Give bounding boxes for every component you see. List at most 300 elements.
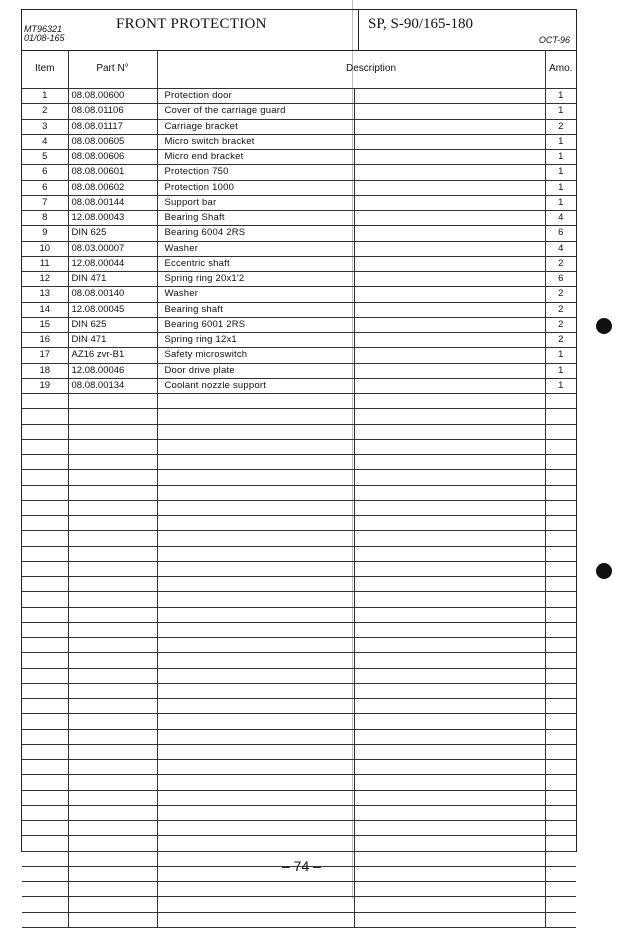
empty-row bbox=[22, 622, 576, 637]
blank-cell bbox=[354, 211, 545, 226]
table-row bbox=[22, 104, 576, 119]
blank-cell bbox=[354, 378, 545, 393]
description-cell: Spring ring 12x1 bbox=[157, 333, 354, 348]
table-row bbox=[22, 256, 576, 271]
part-number-cell bbox=[68, 455, 157, 470]
part-number-cell bbox=[68, 622, 157, 637]
part-number-cell: 08.08.00140 bbox=[68, 287, 157, 302]
part-number-cell bbox=[68, 546, 157, 561]
amount-cell bbox=[545, 683, 576, 698]
blank-cell bbox=[354, 256, 545, 271]
description-cell: Micro end bracket bbox=[157, 150, 354, 165]
part-number-cell: 12.08.00044 bbox=[68, 256, 157, 271]
description-cell bbox=[157, 394, 354, 409]
description-cell bbox=[157, 439, 354, 454]
description-cell bbox=[157, 622, 354, 637]
empty-row bbox=[22, 653, 576, 668]
machine-model: SP, S-90/165-180 bbox=[368, 16, 474, 32]
blank-cell bbox=[354, 699, 545, 714]
amount-cell: 2 bbox=[545, 317, 576, 332]
description-cell bbox=[157, 607, 354, 622]
amount-cell: 4 bbox=[545, 241, 576, 256]
empty-row bbox=[22, 577, 576, 592]
blank-cell bbox=[354, 348, 545, 363]
part-number-cell bbox=[68, 516, 157, 531]
description-cell: Bearing Shaft bbox=[157, 211, 354, 226]
blank-cell bbox=[354, 409, 545, 424]
blank-cell bbox=[354, 455, 545, 470]
blank-cell bbox=[354, 912, 545, 927]
description-cell bbox=[157, 882, 354, 897]
item-cell bbox=[22, 714, 68, 729]
amount-cell bbox=[545, 424, 576, 439]
item-cell bbox=[22, 683, 68, 698]
part-number-cell bbox=[68, 729, 157, 744]
item-cell: 8 bbox=[22, 211, 68, 226]
item-cell bbox=[22, 805, 68, 820]
amount-cell bbox=[545, 592, 576, 607]
amount-cell: 1 bbox=[545, 89, 576, 104]
empty-row bbox=[22, 775, 576, 790]
item-cell bbox=[22, 760, 68, 775]
amount-cell bbox=[545, 866, 576, 881]
table-row bbox=[22, 150, 576, 165]
blank-cell bbox=[354, 866, 545, 881]
amount-cell bbox=[545, 836, 576, 851]
blank-cell bbox=[354, 744, 545, 759]
blank-cell bbox=[354, 668, 545, 683]
part-number-cell bbox=[68, 577, 157, 592]
amount-cell bbox=[545, 439, 576, 454]
amount-cell: 1 bbox=[545, 150, 576, 165]
amount-cell bbox=[545, 577, 576, 592]
amount-cell bbox=[545, 744, 576, 759]
amount-cell: 1 bbox=[545, 348, 576, 363]
amount-cell: 1 bbox=[545, 104, 576, 119]
col-header-amount: Amo. bbox=[545, 50, 576, 89]
blank-cell bbox=[354, 302, 545, 317]
item-cell bbox=[22, 500, 68, 515]
amount-cell bbox=[545, 546, 576, 561]
table-row bbox=[22, 241, 576, 256]
item-cell: 10 bbox=[22, 241, 68, 256]
sheet-date: OCT-96 bbox=[538, 35, 570, 45]
amount-cell: 1 bbox=[545, 195, 576, 210]
part-number-cell: 08.08.00605 bbox=[68, 134, 157, 149]
description-cell bbox=[157, 699, 354, 714]
description-cell: Support bar bbox=[157, 195, 354, 210]
part-number-cell bbox=[68, 561, 157, 576]
amount-cell bbox=[545, 653, 576, 668]
item-cell: 15 bbox=[22, 317, 68, 332]
table-row bbox=[22, 226, 576, 241]
doc-code: MT96321 bbox=[24, 24, 63, 34]
part-number-cell bbox=[68, 439, 157, 454]
item-cell: 17 bbox=[22, 348, 68, 363]
empty-row bbox=[22, 607, 576, 622]
description-cell bbox=[157, 668, 354, 683]
table-row bbox=[22, 165, 576, 180]
description-cell bbox=[157, 683, 354, 698]
table-row bbox=[22, 378, 576, 393]
amount-cell bbox=[545, 607, 576, 622]
part-number-cell bbox=[68, 805, 157, 820]
amount-cell bbox=[545, 714, 576, 729]
part-number-cell bbox=[68, 775, 157, 790]
description-cell: Protection door bbox=[157, 89, 354, 104]
part-number-cell bbox=[68, 836, 157, 851]
item-cell: 1 bbox=[22, 89, 68, 104]
item-cell: 12 bbox=[22, 272, 68, 287]
description-cell: Spring ring 20x1'2 bbox=[157, 272, 354, 287]
description-cell bbox=[157, 485, 354, 500]
amount-cell bbox=[545, 485, 576, 500]
amount-cell: 6 bbox=[545, 226, 576, 241]
empty-row bbox=[22, 424, 576, 439]
blank-cell bbox=[354, 500, 545, 515]
amount-cell bbox=[545, 805, 576, 820]
blank-cell bbox=[354, 287, 545, 302]
amount-cell bbox=[545, 500, 576, 515]
amount-cell bbox=[545, 638, 576, 653]
blank-cell bbox=[354, 775, 545, 790]
empty-row bbox=[22, 470, 576, 485]
blank-cell bbox=[354, 439, 545, 454]
description-cell bbox=[157, 775, 354, 790]
item-cell: 14 bbox=[22, 302, 68, 317]
amount-cell bbox=[545, 882, 576, 897]
description-cell bbox=[157, 912, 354, 927]
blank-cell bbox=[354, 653, 545, 668]
empty-row bbox=[22, 729, 576, 744]
part-number-cell bbox=[68, 760, 157, 775]
blank-cell bbox=[354, 821, 545, 836]
description-cell bbox=[157, 561, 354, 576]
description-cell bbox=[157, 409, 354, 424]
table-header-row bbox=[22, 50, 576, 89]
amount-cell bbox=[545, 912, 576, 927]
item-cell bbox=[22, 516, 68, 531]
part-number-cell: 12.08.00046 bbox=[68, 363, 157, 378]
amount-cell bbox=[545, 516, 576, 531]
amount-cell: 2 bbox=[545, 119, 576, 134]
blank-cell bbox=[354, 577, 545, 592]
item-cell bbox=[22, 638, 68, 653]
description-cell: Eccentric shaft bbox=[157, 256, 354, 271]
description-cell: Protection 1000 bbox=[157, 180, 354, 195]
part-number-cell bbox=[68, 897, 157, 912]
blank-cell bbox=[354, 546, 545, 561]
blank-cell bbox=[354, 561, 545, 576]
item-cell bbox=[22, 531, 68, 546]
item-cell bbox=[22, 821, 68, 836]
description-cell bbox=[157, 836, 354, 851]
blank-cell bbox=[354, 89, 545, 104]
description-cell bbox=[157, 455, 354, 470]
description-cell: Coolant nozzle support bbox=[157, 378, 354, 393]
blank-cell bbox=[354, 119, 545, 134]
empty-row bbox=[22, 455, 576, 470]
empty-row bbox=[22, 790, 576, 805]
table-row bbox=[22, 272, 576, 287]
item-cell: 2 bbox=[22, 104, 68, 119]
description-cell: Carriage bracket bbox=[157, 119, 354, 134]
description-cell bbox=[157, 897, 354, 912]
description-cell: Safety microswitch bbox=[157, 348, 354, 363]
item-cell bbox=[22, 607, 68, 622]
description-cell bbox=[157, 821, 354, 836]
item-cell: 9 bbox=[22, 226, 68, 241]
item-cell bbox=[22, 470, 68, 485]
part-number-cell: 08.03.00007 bbox=[68, 241, 157, 256]
item-cell bbox=[22, 851, 68, 866]
table-row bbox=[22, 134, 576, 149]
description-cell: Washer bbox=[157, 287, 354, 302]
empty-row bbox=[22, 668, 576, 683]
part-number-cell: DIN 471 bbox=[68, 333, 157, 348]
col-header-item: Item bbox=[22, 50, 68, 89]
table-row bbox=[22, 195, 576, 210]
empty-row bbox=[22, 531, 576, 546]
header-divider bbox=[358, 10, 359, 50]
amount-cell bbox=[545, 729, 576, 744]
empty-row bbox=[22, 638, 576, 653]
description-cell bbox=[157, 805, 354, 820]
amount-cell bbox=[545, 470, 576, 485]
blank-cell bbox=[354, 317, 545, 332]
part-number-cell bbox=[68, 866, 157, 881]
description-cell bbox=[157, 424, 354, 439]
description-cell bbox=[157, 546, 354, 561]
empty-row bbox=[22, 882, 576, 897]
blank-cell bbox=[354, 622, 545, 637]
blank-cell bbox=[354, 394, 545, 409]
blank-cell bbox=[354, 897, 545, 912]
part-number-cell: DIN 471 bbox=[68, 272, 157, 287]
item-cell bbox=[22, 424, 68, 439]
empty-row bbox=[22, 516, 576, 531]
description-cell: Bearing shaft bbox=[157, 302, 354, 317]
amount-cell: 1 bbox=[545, 134, 576, 149]
item-cell bbox=[22, 622, 68, 637]
table-row bbox=[22, 119, 576, 134]
part-number-cell bbox=[68, 912, 157, 927]
part-number-cell: 08.08.00601 bbox=[68, 165, 157, 180]
empty-row bbox=[22, 714, 576, 729]
amount-cell bbox=[545, 561, 576, 576]
part-number-cell bbox=[68, 470, 157, 485]
amount-cell: 2 bbox=[545, 287, 576, 302]
blank-cell bbox=[354, 531, 545, 546]
item-cell: 5 bbox=[22, 150, 68, 165]
description-cell bbox=[157, 638, 354, 653]
item-cell: 6 bbox=[22, 165, 68, 180]
part-number-cell bbox=[68, 714, 157, 729]
item-cell: 3 bbox=[22, 119, 68, 134]
table-row bbox=[22, 287, 576, 302]
item-cell bbox=[22, 546, 68, 561]
item-cell: 13 bbox=[22, 287, 68, 302]
part-number-cell bbox=[68, 607, 157, 622]
description-cell bbox=[157, 516, 354, 531]
description-cell bbox=[157, 653, 354, 668]
punch-hole-top bbox=[596, 318, 612, 334]
sheet-header bbox=[22, 10, 576, 51]
item-cell bbox=[22, 699, 68, 714]
blank-cell bbox=[354, 104, 545, 119]
part-number-cell bbox=[68, 638, 157, 653]
blank-cell bbox=[354, 760, 545, 775]
blank-cell bbox=[354, 241, 545, 256]
part-number-cell bbox=[68, 394, 157, 409]
item-cell bbox=[22, 668, 68, 683]
part-number-cell bbox=[68, 485, 157, 500]
empty-row bbox=[22, 500, 576, 515]
description-cell bbox=[157, 470, 354, 485]
part-number-cell: 12.08.00045 bbox=[68, 302, 157, 317]
empty-row bbox=[22, 561, 576, 576]
table-row bbox=[22, 317, 576, 332]
blank-cell bbox=[354, 607, 545, 622]
amount-cell: 2 bbox=[545, 302, 576, 317]
table-row bbox=[22, 211, 576, 226]
part-number-cell bbox=[68, 592, 157, 607]
part-number-cell bbox=[68, 821, 157, 836]
sheet-title: FRONT PROTECTION bbox=[116, 16, 267, 32]
part-number-cell bbox=[68, 653, 157, 668]
empty-row bbox=[22, 744, 576, 759]
item-cell bbox=[22, 897, 68, 912]
empty-row bbox=[22, 760, 576, 775]
amount-cell bbox=[545, 851, 576, 866]
item-cell bbox=[22, 409, 68, 424]
part-number-cell: 08.08.00602 bbox=[68, 180, 157, 195]
blank-cell bbox=[354, 150, 545, 165]
table-row bbox=[22, 180, 576, 195]
item-cell: 18 bbox=[22, 363, 68, 378]
description-cell bbox=[157, 592, 354, 607]
punch-hole-bottom bbox=[596, 563, 612, 579]
empty-row bbox=[22, 836, 576, 851]
empty-row bbox=[22, 409, 576, 424]
description-cell bbox=[157, 744, 354, 759]
blank-cell bbox=[354, 805, 545, 820]
blank-cell bbox=[354, 226, 545, 241]
blank-cell bbox=[354, 714, 545, 729]
blank-cell bbox=[354, 851, 545, 866]
blank-cell bbox=[354, 165, 545, 180]
part-number-cell: 08.08.01117 bbox=[68, 119, 157, 134]
description-cell bbox=[157, 531, 354, 546]
part-number-cell bbox=[68, 790, 157, 805]
description-cell: Bearing 6001 2RS bbox=[157, 317, 354, 332]
amount-cell: 1 bbox=[545, 165, 576, 180]
blank-cell bbox=[354, 882, 545, 897]
amount-cell bbox=[545, 409, 576, 424]
blank-cell bbox=[354, 363, 545, 378]
page-number: – 74 – bbox=[282, 858, 321, 874]
table-row bbox=[22, 333, 576, 348]
description-cell: Bearing 6004 2RS bbox=[157, 226, 354, 241]
blank-cell bbox=[354, 333, 545, 348]
item-cell bbox=[22, 729, 68, 744]
table-row bbox=[22, 302, 576, 317]
item-cell bbox=[22, 577, 68, 592]
item-cell bbox=[22, 485, 68, 500]
item-cell bbox=[22, 912, 68, 927]
amount-cell bbox=[545, 699, 576, 714]
amount-cell bbox=[545, 790, 576, 805]
item-cell bbox=[22, 455, 68, 470]
part-number-cell: DIN 625 bbox=[68, 317, 157, 332]
part-number-cell bbox=[68, 531, 157, 546]
item-cell bbox=[22, 790, 68, 805]
description-cell: Protection 750 bbox=[157, 165, 354, 180]
empty-row bbox=[22, 439, 576, 454]
item-cell bbox=[22, 394, 68, 409]
part-number-cell: 08.08.01106 bbox=[68, 104, 157, 119]
empty-row bbox=[22, 394, 576, 409]
amount-cell bbox=[545, 668, 576, 683]
empty-row bbox=[22, 485, 576, 500]
amount-cell bbox=[545, 394, 576, 409]
description-cell bbox=[157, 760, 354, 775]
description-cell: Micro switch bracket bbox=[157, 134, 354, 149]
blank-cell bbox=[354, 424, 545, 439]
amount-cell: 4 bbox=[545, 211, 576, 226]
amount-cell: 2 bbox=[545, 333, 576, 348]
item-cell bbox=[22, 561, 68, 576]
amount-cell bbox=[545, 775, 576, 790]
amount-cell bbox=[545, 455, 576, 470]
amount-cell bbox=[545, 821, 576, 836]
blank-cell bbox=[354, 134, 545, 149]
table-row bbox=[22, 363, 576, 378]
part-number-cell bbox=[68, 500, 157, 515]
doc-ref: 01/08-165 bbox=[24, 33, 65, 43]
table-row bbox=[22, 348, 576, 363]
item-cell bbox=[22, 866, 68, 881]
amount-cell bbox=[545, 622, 576, 637]
blank-cell bbox=[354, 272, 545, 287]
item-cell bbox=[22, 775, 68, 790]
item-cell bbox=[22, 836, 68, 851]
amount-cell: 1 bbox=[545, 180, 576, 195]
blank-cell bbox=[354, 485, 545, 500]
part-number-cell: 12.08.00043 bbox=[68, 211, 157, 226]
part-number-cell bbox=[68, 882, 157, 897]
description-cell bbox=[157, 866, 354, 881]
amount-cell: 2 bbox=[545, 256, 576, 271]
description-cell bbox=[157, 714, 354, 729]
blank-cell bbox=[354, 729, 545, 744]
amount-cell bbox=[545, 760, 576, 775]
item-cell: 6 bbox=[22, 180, 68, 195]
blank-cell bbox=[354, 180, 545, 195]
part-number-cell bbox=[68, 668, 157, 683]
amount-cell bbox=[545, 897, 576, 912]
col-header-part: Part N° bbox=[68, 50, 157, 89]
item-cell bbox=[22, 592, 68, 607]
item-cell bbox=[22, 882, 68, 897]
amount-cell: 1 bbox=[545, 378, 576, 393]
item-cell: 11 bbox=[22, 256, 68, 271]
empty-row bbox=[22, 699, 576, 714]
part-number-cell bbox=[68, 744, 157, 759]
item-cell bbox=[22, 653, 68, 668]
blank-cell bbox=[354, 683, 545, 698]
description-cell bbox=[157, 790, 354, 805]
